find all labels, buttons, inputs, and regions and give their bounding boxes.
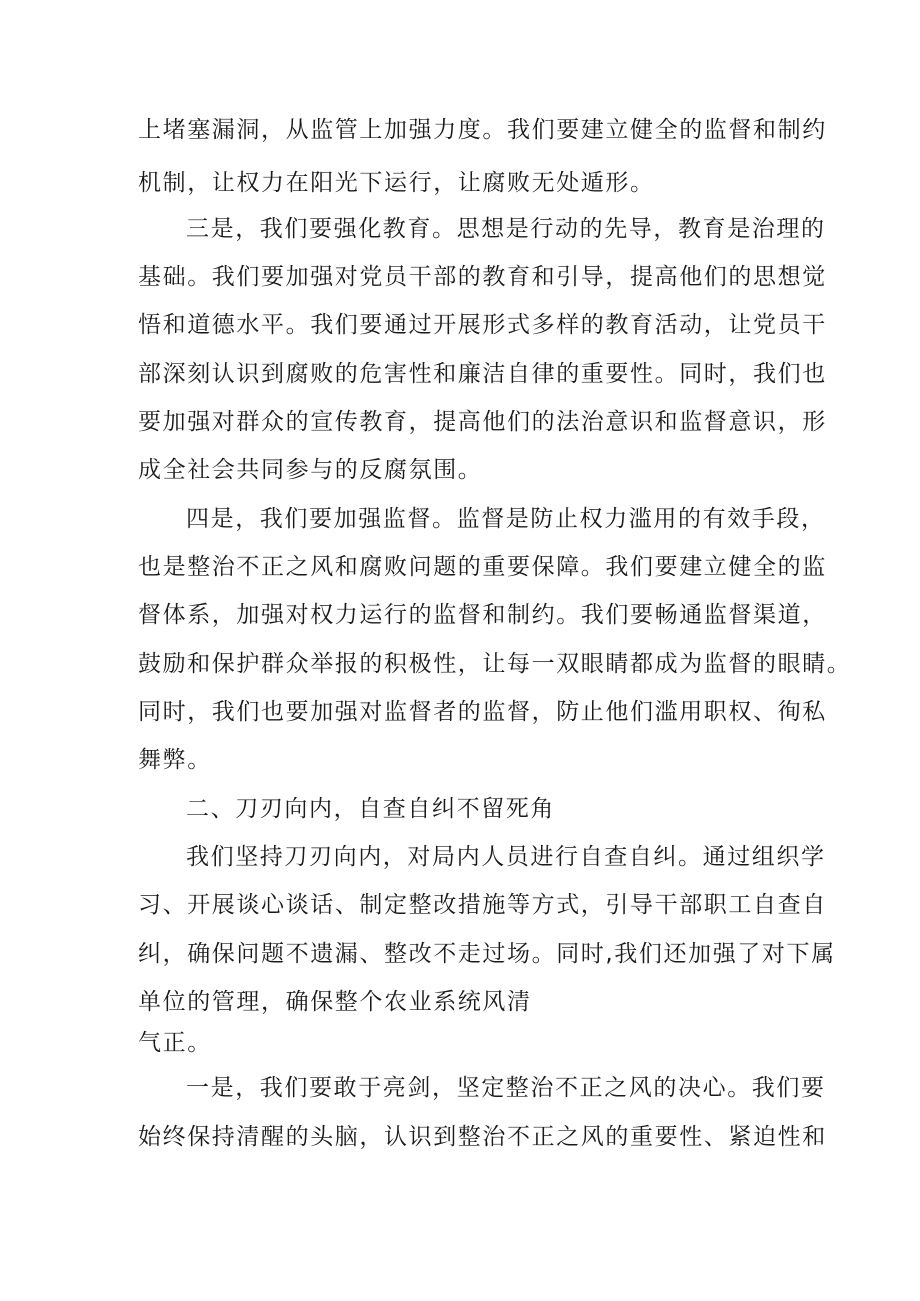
paragraph-start-line: 四是，我们要加强监督。监督是防止权力滥用的有效手段，: [186, 506, 826, 532]
text-line: 同时，我们也要加强对监督者的监督，防止他们滥用职权、徇私: [138, 699, 827, 725]
text-line: 成全社会共同参与的反腐氛围。: [138, 457, 483, 483]
text-line: 机制，让权力在阳光下运行，让腐败无处遁形。: [138, 170, 655, 196]
text-line: 基础。我们要加强对党员干部的教育和引导，提高他们的思想觉: [138, 264, 827, 290]
text-line: 上堵塞漏洞，从监管上加强力度。我们要建立健全的监督和制约: [138, 117, 827, 143]
text-line: 单位的管理，确保整个农业系统风清: [138, 989, 532, 1015]
text-line: 舞弊。: [138, 747, 212, 773]
text-line: 鼓励和保护群众举报的积极性，让每一双眼睛都成为监督的眼睛。: [138, 651, 852, 677]
paragraph-start-line: 我们坚持刀刃向内，对局内人员进行自查自纠。通过组织学: [186, 844, 826, 870]
paragraph-start-line: 三是，我们要强化教育。思想是行动的先导，教育是治理的: [186, 216, 826, 242]
paragraph-start-line: 一是，我们要敢于亮剑，坚定整治不正之风的决心。我们要: [186, 1075, 826, 1101]
text-line: 部深刻认识到腐败的危害性和廉洁自律的重要性。同时，我们也: [138, 361, 827, 387]
text-line: 习、开展谈心谈话、制定整改措施等方式，引导干部职工自查自: [138, 892, 827, 918]
text-line: 纠，确保问题不遗漏、整改不走过场。同时,我们还加强了对下属: [138, 941, 836, 967]
text-line: 要加强对群众的宣传教育，提高他们的法治意识和监督意识，形: [138, 409, 827, 435]
text-line: 气正。: [138, 1030, 212, 1056]
text-line: 督体系，加强对权力运行的监督和制约。我们要畅通监督渠道，: [138, 602, 827, 628]
text-line: 也是整治不正之风和腐败问题的重要保障。我们要建立健全的监: [138, 554, 827, 580]
text-line: 悟和道德水平。我们要通过开展形式多样的教育活动，让党员干: [138, 312, 827, 338]
text-line: 始终保持清醒的头脑，认识到整治不正之风的重要性、紧迫性和: [138, 1124, 827, 1150]
section-heading: 二、刀刃向内，自查自纠不留死角: [186, 796, 555, 822]
